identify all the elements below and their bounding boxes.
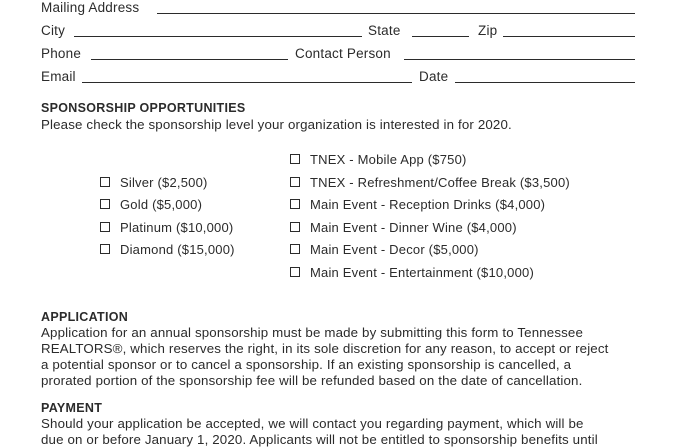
application-line-3: a potential sponsor or to cancel a sponsorship. If an existing sponsorship is cancelled, a xyxy=(41,357,572,372)
city-label: City xyxy=(41,23,66,38)
sponsorship-heading: SPONSORSHIP OPPORTUNITIES xyxy=(41,101,246,115)
contact-person-label: Contact Person xyxy=(295,46,391,61)
checkbox[interactable] xyxy=(100,177,110,187)
mailing-address-row xyxy=(41,0,641,17)
application-heading: APPLICATION xyxy=(41,310,129,324)
option-label: TNEX - Refreshment/Coffee Break ($3,500) xyxy=(310,175,570,190)
option-label: Main Event - Decor ($5,000) xyxy=(310,242,479,257)
email-date-row xyxy=(41,68,641,86)
email-label: Email xyxy=(41,69,76,84)
state-field[interactable] xyxy=(412,36,469,37)
option-label: Platinum ($10,000) xyxy=(120,220,234,235)
option-label: Silver ($2,500) xyxy=(120,175,208,190)
option-label: Main Event - Dinner Wine ($4,000) xyxy=(310,220,517,235)
zip-field[interactable] xyxy=(503,36,635,37)
checkbox[interactable] xyxy=(290,267,300,277)
payment-line-1: Should your application be accepted, we will contact you regarding payment, which will be xyxy=(41,416,584,431)
date-label: Date xyxy=(419,69,449,84)
option-label: Main Event - Reception Drinks ($4,000) xyxy=(310,197,546,212)
checkbox[interactable] xyxy=(290,244,300,254)
city-field[interactable] xyxy=(74,36,362,37)
application-line-4: prorated portion of the sponsorship fee will be refunded based on the date of cancellation. xyxy=(41,373,583,388)
zip-label: Zip xyxy=(478,23,498,38)
option-label: Gold ($5,000) xyxy=(120,197,203,212)
checkbox[interactable] xyxy=(100,199,110,209)
mailing-address-field[interactable] xyxy=(157,13,635,14)
payment-heading: PAYMENT xyxy=(41,401,103,415)
checkbox[interactable] xyxy=(100,222,110,232)
phone-contact-row xyxy=(41,45,641,63)
phone-field[interactable] xyxy=(91,59,288,60)
checkbox[interactable] xyxy=(290,222,300,232)
application-line-2: REALTORS®, which reserves the right, in its sole discretion for any reason, to accept or reject xyxy=(41,341,609,356)
email-field[interactable] xyxy=(82,82,412,83)
sponsorship-instruction: Please check the sponsorship level your organization is interested in for 2020. xyxy=(41,117,512,132)
phone-label: Phone xyxy=(41,46,82,61)
checkbox[interactable] xyxy=(290,199,300,209)
date-field[interactable] xyxy=(455,82,635,83)
checkbox[interactable] xyxy=(100,244,110,254)
payment-line-2: due on or before January 1, 2020. Applicants will not be entitled to sponsorship benefits until xyxy=(41,432,598,447)
option-label: Diamond ($15,000) xyxy=(120,242,235,257)
city-state-zip-row xyxy=(41,22,641,40)
checkbox[interactable] xyxy=(290,177,300,187)
contact-person-field[interactable] xyxy=(404,59,635,60)
option-label: TNEX - Mobile App ($750) xyxy=(310,152,467,167)
application-line-1: Application for an annual sponsorship must be made by submitting this form to Tennessee xyxy=(41,325,584,340)
state-label: State xyxy=(368,23,401,38)
checkbox[interactable] xyxy=(290,154,300,164)
option-label: Main Event - Entertainment ($10,000) xyxy=(310,265,534,280)
mailing-address-label: Mailing Address xyxy=(41,0,140,15)
